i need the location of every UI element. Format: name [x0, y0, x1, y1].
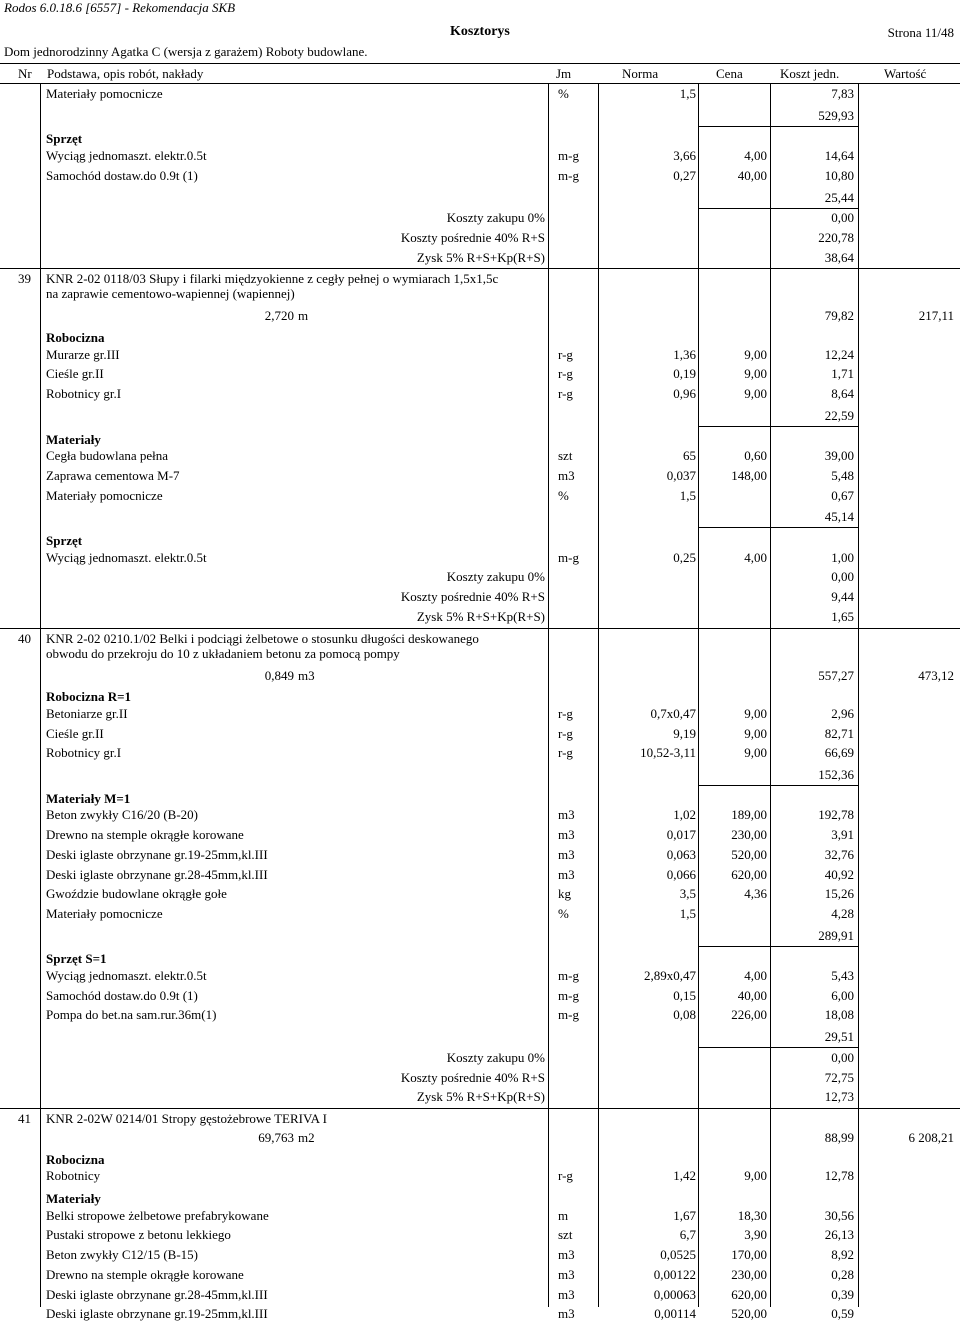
grid-line	[598, 83, 599, 1307]
item-price: 4,00	[744, 549, 767, 565]
overhead-label: Koszty zakupu 0%	[446, 1049, 545, 1065]
item-unit: m-g	[558, 1007, 579, 1023]
item-unit: szt	[558, 448, 573, 464]
item-unit: m	[558, 1207, 569, 1223]
position-number: 41	[18, 1110, 31, 1126]
position-quantity: 69,763	[258, 1129, 294, 1145]
section-label: Materiały	[46, 1191, 101, 1206]
item-price: 620,00	[731, 866, 767, 882]
item-name: Robotnicy gr.I	[46, 745, 122, 761]
position-unit: m2	[298, 1129, 315, 1145]
item-unit: m3	[558, 827, 575, 843]
item-norm: 1,5	[679, 905, 696, 921]
item-price: 9,00	[744, 745, 767, 761]
item-price: 148,00	[731, 467, 767, 483]
overhead-value: 72,75	[824, 1069, 854, 1085]
item-price: 226,00	[731, 1007, 767, 1023]
item-price: 520,00	[731, 846, 767, 862]
item-unit: kg	[558, 886, 571, 902]
col-opis: Podstawa, opis robót, nakłady	[47, 66, 204, 81]
item-cost: 40,92	[824, 866, 854, 882]
col-norma: Norma	[622, 66, 659, 81]
position-description: KNR 2-02 0210.1/02 Belki i podciągi żelbetowe o stosunku długości deskowanego	[46, 630, 479, 646]
position-unit-cost: 79,82	[824, 308, 854, 324]
item-unit: m3	[558, 1306, 575, 1321]
item-price: 9,00	[744, 386, 767, 402]
item-price: 4,00	[744, 148, 767, 164]
item-cost: 8,64	[831, 386, 854, 402]
item-cost: 7,83	[831, 86, 854, 101]
app-name: Rodos 6.0.18.6 [6557] - Rekomendacja SKB	[4, 0, 236, 15]
item-name: Murarze gr.III	[46, 346, 120, 362]
item-cost: 12,24	[824, 346, 854, 362]
overhead-value: 0,00	[831, 569, 854, 585]
item-unit: szt	[558, 1227, 573, 1243]
item-price: 9,00	[744, 725, 767, 741]
item-unit: r-g	[558, 705, 573, 721]
row-separator	[698, 1047, 858, 1048]
group-sum: 152,36	[818, 767, 854, 782]
item-unit: m-g	[558, 167, 579, 183]
item-unit: r-g	[558, 725, 573, 741]
row-separator	[698, 126, 858, 127]
item-unit: m3	[558, 846, 575, 862]
group-sum: 45,14	[824, 509, 854, 525]
item-cost: 0,59	[831, 1306, 854, 1321]
item-price: 620,00	[731, 1286, 767, 1302]
overhead-value: 0,00	[831, 1049, 854, 1065]
section-label: Sprzęt	[46, 131, 83, 147]
item-cost: 18,08	[824, 1007, 854, 1023]
item-norm: 1,67	[673, 1207, 696, 1223]
item-name: Betoniarze gr.II	[46, 705, 128, 721]
section-label: Robocizna R=1	[46, 689, 132, 705]
item-norm: 3,66	[673, 148, 696, 164]
item-name: Robotnicy gr.I	[46, 386, 122, 402]
position-unit: m	[298, 308, 309, 324]
item-price: 230,00	[731, 827, 767, 843]
item-name: Deski iglaste obrzynane gr.19-25mm,kl.III	[46, 846, 268, 862]
item-price: 170,00	[731, 1247, 767, 1263]
section-label: Materiały	[46, 431, 101, 447]
row-separator	[0, 628, 960, 629]
page-number: Strona 11/48	[887, 25, 954, 40]
item-unit: m-g	[558, 987, 579, 1003]
overhead-label: Zysk 5% R+S+Kp(R+S)	[416, 249, 545, 265]
item-norm: 1,02	[673, 807, 696, 823]
item-unit: r-g	[558, 366, 573, 382]
item-price: 9,00	[744, 705, 767, 721]
item-name: Pompa do bet.na sam.rur.36m(1)	[46, 1007, 217, 1023]
item-unit: m3	[558, 1286, 575, 1302]
item-name: Pustaki stropowe z betonu lekkiego	[46, 1227, 231, 1243]
item-unit: m3	[558, 467, 575, 483]
section-label: Robocizna	[46, 1151, 105, 1167]
item-cost: 1,00	[831, 549, 854, 565]
item-cost: 0,39	[831, 1286, 854, 1302]
overhead-label: Koszty pośrednie 40% R+S	[400, 1069, 545, 1085]
group-sum: 529,93	[818, 107, 854, 123]
item-price: 9,00	[744, 1168, 767, 1184]
position-value: 473,12	[918, 667, 954, 683]
item-cost: 192,78	[818, 807, 854, 823]
overhead-label: Zysk 5% R+S+Kp(R+S)	[416, 608, 545, 624]
item-name: Deski iglaste obrzynane gr.28-45mm,kl.III	[46, 1286, 268, 1302]
item-norm: 0,00063	[653, 1286, 696, 1302]
item-norm: 10,52-3,11	[640, 745, 696, 761]
item-name: Drewno na stemple okrągłe korowane	[46, 1266, 244, 1282]
item-price: 520,00	[731, 1306, 767, 1321]
item-price: 4,00	[744, 968, 767, 983]
item-cost: 12,78	[824, 1168, 854, 1184]
overhead-value: 220,78	[818, 229, 854, 245]
item-norm: 1,5	[679, 86, 696, 101]
item-name: Deski iglaste obrzynane gr.28-45mm,kl.III	[46, 866, 268, 882]
item-norm: 0,063	[666, 846, 696, 862]
item-name: Materiały pomocnicze	[46, 905, 163, 921]
item-name: Zaprawa cementowa M-7	[46, 467, 180, 483]
overhead-label: Koszty pośrednie 40% R+S	[400, 229, 545, 245]
position-quantity: 0,849	[264, 667, 294, 683]
item-norm: 0,00114	[654, 1306, 696, 1321]
overhead-value: 12,73	[824, 1089, 854, 1105]
item-cost: 5,43	[831, 968, 854, 983]
item-norm: 0,066	[666, 866, 696, 882]
item-cost: 39,00	[824, 448, 854, 464]
item-unit: m3	[558, 866, 575, 882]
item-price: 9,00	[744, 346, 767, 362]
item-cost: 14,64	[824, 148, 854, 164]
item-norm: 0,96	[673, 386, 696, 402]
item-norm: 6,7	[679, 1227, 696, 1243]
item-cost: 3,91	[831, 827, 854, 843]
col-cena: Cena	[716, 66, 743, 81]
item-unit: r-g	[558, 346, 573, 362]
item-price: 9,00	[744, 366, 767, 382]
grid-line	[548, 83, 549, 1307]
item-norm: 0,0525	[660, 1247, 696, 1263]
item-norm: 3,5	[679, 886, 696, 902]
item-unit: m-g	[558, 148, 579, 164]
item-cost: 2,96	[831, 705, 854, 721]
section-label: Robocizna	[46, 330, 105, 345]
overhead-label: Koszty zakupu 0%	[446, 569, 545, 585]
item-price: 230,00	[731, 1266, 767, 1282]
item-norm: 9,19	[673, 725, 696, 741]
item-cost: 66,69	[824, 745, 854, 761]
item-price: 0,60	[744, 448, 767, 464]
header-bottom-rule	[0, 83, 960, 84]
item-name: Samochód dostaw.do 0.9t (1)	[46, 167, 198, 183]
group-sum: 29,51	[824, 1029, 854, 1045]
overhead-value: 1,65	[831, 608, 854, 624]
overhead-value: 0,00	[831, 210, 854, 226]
header-top-rule	[0, 63, 960, 64]
overhead-value: 38,64	[824, 249, 854, 265]
item-name: Belki stropowe żelbetowe prefabrykowane	[46, 1207, 269, 1223]
item-cost: 30,56	[824, 1207, 854, 1223]
item-price: 4,36	[744, 886, 767, 902]
item-norm: 0,25	[673, 549, 696, 565]
position-unit: m3	[298, 667, 315, 683]
item-unit: m3	[558, 1247, 575, 1263]
overhead-label: Zysk 5% R+S+Kp(R+S)	[416, 1089, 545, 1105]
item-unit: r-g	[558, 386, 573, 402]
item-name: Samochód dostaw.do 0.9t (1)	[46, 987, 198, 1003]
item-price: 40,00	[737, 167, 767, 183]
row-separator	[698, 946, 858, 947]
item-price: 3,90	[744, 1227, 767, 1243]
item-price: 40,00	[737, 987, 767, 1003]
row-separator	[698, 208, 858, 209]
item-cost: 0,67	[831, 487, 854, 503]
item-norm: 0,08	[673, 1007, 696, 1023]
item-name: Cieśle gr.II	[46, 725, 104, 741]
item-unit: m-g	[558, 549, 579, 565]
item-cost: 0,28	[831, 1266, 854, 1282]
item-norm: 1,36	[673, 346, 696, 362]
item-unit: m3	[558, 807, 575, 823]
item-name: Beton zwykły C12/15 (B-15)	[46, 1247, 199, 1263]
section-label: Materiały M=1	[46, 790, 131, 806]
position-unit-cost: 557,27	[818, 667, 854, 683]
item-unit: r-g	[558, 1168, 573, 1184]
item-unit: r-g	[558, 745, 573, 761]
group-sum: 289,91	[818, 927, 854, 943]
group-sum: 25,44	[824, 189, 854, 205]
section-label: Sprzęt	[46, 533, 83, 548]
group-sum: 22,59	[824, 407, 854, 423]
overhead-value: 9,44	[831, 589, 854, 605]
item-name: Drewno na stemple okrągłe korowane	[46, 827, 244, 843]
item-unit: %	[558, 487, 569, 503]
project-name: Dom jednorodzinny Agatka C (wersja z garażem) Roboty budowlane.	[4, 44, 368, 59]
item-name: Robotnicy	[46, 1168, 101, 1184]
row-separator	[0, 1108, 960, 1109]
item-name: Gwoździe budowlane okrągłe gołe	[46, 886, 227, 902]
grid-line	[770, 83, 771, 1307]
row-separator	[698, 426, 858, 427]
overhead-label: Koszty pośrednie 40% R+S	[400, 589, 545, 605]
col-koszt: Koszt jedn.	[780, 66, 840, 81]
document-title: Kosztorys	[450, 24, 510, 39]
row-separator	[698, 785, 858, 786]
item-norm: 1,5	[679, 487, 696, 503]
position-unit-cost: 88,99	[824, 1129, 854, 1145]
item-cost: 32,76	[824, 846, 854, 862]
item-norm: 0,037	[666, 467, 696, 483]
row-separator	[0, 268, 960, 269]
item-unit: m-g	[558, 968, 579, 983]
position-description: KNR 2-02 0118/03 Słupy i filarki międzyokienne z cegły pełnej o wymiarach 1,5x1,5c	[46, 271, 499, 287]
position-description-cont: obwodu do przekroju do 10 z układaniem betonu za pomocą pompy	[46, 645, 400, 661]
item-cost: 8,92	[831, 1247, 854, 1263]
item-norm: 0,00122	[653, 1266, 696, 1282]
item-name: Deski iglaste obrzynane gr.19-25mm,kl.III	[46, 1306, 268, 1321]
item-cost: 5,48	[831, 467, 854, 483]
grid-line	[698, 83, 699, 1307]
item-norm: 0,15	[673, 987, 696, 1003]
item-name: Materiały pomocnicze	[46, 86, 163, 101]
item-cost: 15,26	[824, 886, 854, 902]
item-cost: 26,13	[824, 1227, 854, 1243]
item-norm: 0,017	[666, 827, 696, 843]
item-name: Cieśle gr.II	[46, 366, 104, 382]
item-norm: 2,89x0,47	[644, 968, 696, 983]
item-name: Beton zwykły C16/20 (B-20)	[46, 807, 199, 823]
position-description: KNR 2-02W 0214/01 Stropy gęstożebrowe TERIVA I	[46, 1110, 327, 1126]
item-norm: 65	[683, 448, 696, 464]
item-norm: 0,7x0,47	[650, 705, 696, 721]
item-name: Wyciąg jednomaszt. elektr.0.5t	[46, 968, 207, 983]
item-name: Cegła budowlana pełna	[46, 448, 169, 464]
item-cost: 1,71	[831, 366, 854, 382]
item-name: Materiały pomocnicze	[46, 487, 163, 503]
position-value: 217,11	[918, 308, 954, 324]
position-description-cont: na zaprawie cementowo-wapiennej (wapiennej)	[46, 286, 295, 302]
position-number: 39	[18, 271, 31, 287]
grid-line	[40, 83, 41, 1307]
col-wartosc: Wartość	[884, 66, 927, 81]
overhead-label: Koszty zakupu 0%	[446, 210, 545, 226]
grid-line	[858, 83, 859, 1307]
item-norm: 0,19	[673, 366, 696, 382]
item-cost: 82,71	[824, 725, 854, 741]
col-nr: Nr	[18, 66, 32, 81]
item-cost: 10,80	[824, 167, 854, 183]
item-name: Wyciąg jednomaszt. elektr.0.5t	[46, 549, 207, 565]
row-separator	[698, 527, 858, 528]
item-name: Wyciąg jednomaszt. elektr.0.5t	[46, 148, 207, 164]
item-unit: m3	[558, 1266, 575, 1282]
item-norm: 1,42	[673, 1168, 696, 1184]
position-quantity: 2,720	[264, 308, 294, 324]
item-price: 18,30	[737, 1207, 767, 1223]
item-unit: %	[558, 86, 569, 101]
position-number: 40	[18, 630, 31, 646]
col-jm: Jm	[556, 66, 572, 81]
item-unit: %	[558, 905, 569, 921]
item-cost: 6,00	[831, 987, 854, 1003]
item-cost: 4,28	[831, 905, 854, 921]
item-norm: 0,27	[673, 167, 696, 183]
position-value: 6 208,21	[908, 1129, 954, 1145]
section-label: Sprzęt S=1	[46, 951, 107, 967]
item-price: 189,00	[731, 807, 767, 823]
